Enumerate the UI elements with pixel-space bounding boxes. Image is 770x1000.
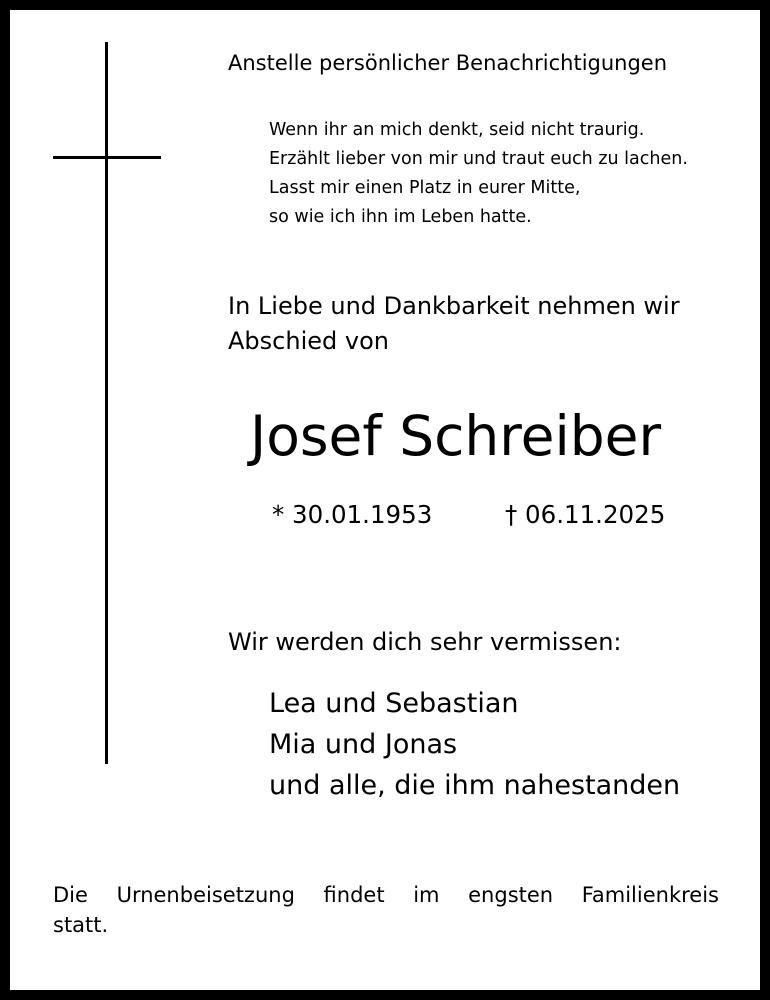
- mourners-list: [269, 683, 680, 806]
- farewell-line: Abschied von: [228, 327, 389, 355]
- farewell-line: In Liebe und Dankbarkeit nehmen wir: [228, 292, 680, 320]
- intro-text: Anstelle persönlicher Benachrichtigungen: [228, 51, 668, 75]
- poem-line: Lasst mir einen Platz in eurer Mitte,: [269, 178, 581, 198]
- poem: [269, 116, 688, 232]
- farewell-text: [228, 289, 680, 359]
- poem-line: so wie ich ihn im Leben hatte.: [269, 207, 532, 227]
- mourner-line: Mia und Jonas: [269, 729, 458, 760]
- cross-vertical-bar: [105, 42, 108, 764]
- death-date: † 06.11.2025: [505, 500, 666, 529]
- mourner-line: und alle, die ihm nahestanden: [269, 770, 681, 801]
- burial-note: Die Urnenbeisetzung findet im engsten Familienkreis statt.: [53, 883, 719, 937]
- cross-horizontal-bar: [53, 156, 161, 159]
- poem-line: Erzählt lieber von mir und traut euch zu lachen.: [269, 149, 688, 169]
- deceased-name: Josef Schreiber: [250, 404, 662, 468]
- miss-text: Wir werden dich sehr vermissen:: [228, 628, 622, 656]
- poem-line: Wenn ihr an mich denkt, seid nicht traurig.: [269, 120, 645, 140]
- mourner-line: Lea und Sebastian: [269, 688, 519, 719]
- birth-date: * 30.01.1953: [272, 500, 433, 529]
